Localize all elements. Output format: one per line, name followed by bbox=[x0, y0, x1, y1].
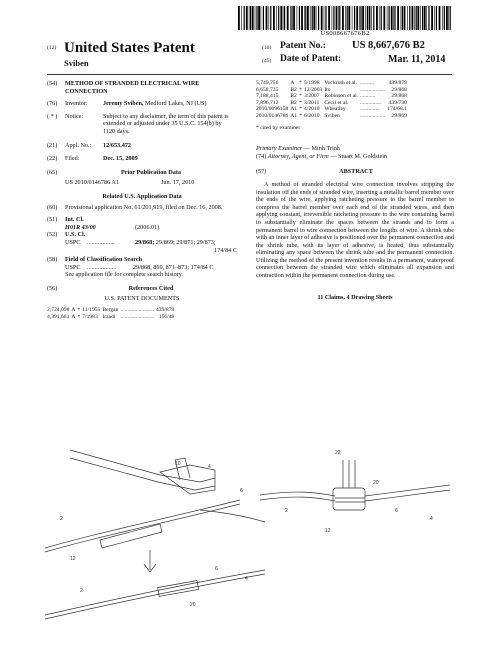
search-dots: ................... bbox=[87, 263, 117, 271]
barcode-bar bbox=[417, 6, 419, 30]
prior-pub-title: Prior Publication Data bbox=[120, 168, 182, 176]
invention-title: METHOD OF STRANDED ELECTRICAL WIRE CONNECTION bbox=[65, 80, 200, 95]
appl-field bbox=[47, 142, 237, 150]
barcode-bar bbox=[434, 6, 435, 30]
right-ref-cell: 2010/0146786 bbox=[256, 112, 289, 119]
wire-main bbox=[45, 500, 240, 548]
barcode-bar bbox=[255, 6, 256, 30]
right-ref-cell: * bbox=[299, 93, 302, 100]
barcode-bar bbox=[439, 6, 441, 30]
barcode-bar bbox=[356, 6, 358, 30]
attorney-name: — Stuart M. Goldstein bbox=[330, 152, 388, 160]
inventor-label: Inventor: bbox=[65, 100, 88, 108]
search-values: 29/868, 869, 871–873; 174/84 C bbox=[133, 263, 214, 271]
code-12: (12) bbox=[47, 45, 57, 51]
barcode-bar bbox=[312, 6, 313, 30]
right-ref-cell: 3/2011 bbox=[303, 99, 320, 106]
search-note-row bbox=[47, 271, 237, 279]
reference-numeral: 6 bbox=[395, 508, 398, 514]
examiner-label: Primary Examiner bbox=[256, 145, 303, 153]
reference-numeral: 2 bbox=[60, 516, 63, 522]
right-ref-cell: 29/868 bbox=[391, 93, 407, 100]
code-76: (76) bbox=[47, 100, 58, 108]
barcode-bar bbox=[304, 6, 305, 30]
barcode-bar bbox=[276, 6, 277, 30]
barcode-bar bbox=[376, 6, 378, 30]
uscl-field bbox=[47, 231, 237, 239]
inventor-name: Jeremy Sviben, bbox=[103, 100, 144, 108]
shrink-tube bbox=[100, 524, 162, 548]
reference-numeral: 10 bbox=[175, 461, 181, 467]
inventor-location: Medford Lakes, NJ (US) bbox=[145, 100, 207, 108]
barcode-bar bbox=[316, 6, 317, 30]
drawing-figure-left bbox=[40, 420, 270, 640]
uscl-dots: .................. bbox=[87, 238, 115, 246]
filed-label: Filed: bbox=[65, 155, 80, 163]
right-ref-cell: ............... bbox=[360, 99, 382, 106]
left-refs-table bbox=[47, 307, 176, 320]
barcode-bar bbox=[352, 6, 353, 30]
intcl-class: H01R 43/00 bbox=[65, 223, 96, 231]
barcode-bar bbox=[436, 6, 437, 30]
search-field bbox=[47, 256, 237, 264]
barcode-bar bbox=[371, 6, 372, 30]
barcode-bar bbox=[424, 6, 426, 30]
attorney-line bbox=[256, 153, 454, 161]
provisional-field bbox=[47, 204, 237, 212]
barcode-bar bbox=[379, 6, 380, 30]
barcode-number: US008667676B2 bbox=[320, 30, 370, 37]
header-rule bbox=[47, 74, 452, 75]
figure-left-labels bbox=[60, 461, 248, 608]
left-ref-cell: Irzadi bbox=[102, 313, 116, 320]
barcode-bar bbox=[246, 6, 248, 30]
uscl-uspc: USPC bbox=[65, 238, 81, 246]
code-notice: ( * ) bbox=[47, 112, 58, 120]
provisional-text: Provisional application No. 61/201,919, filed on Dec. 16, 2008. bbox=[65, 203, 223, 211]
shrink-tube-right bbox=[333, 488, 365, 510]
barcode-bar bbox=[307, 6, 309, 30]
left-ref-cell: * bbox=[77, 313, 81, 320]
code-21: (21) bbox=[47, 141, 58, 149]
refs-field bbox=[47, 285, 237, 293]
barcode-bar bbox=[244, 6, 245, 30]
code-65: (65) bbox=[47, 168, 58, 176]
right-ref-cell: 7,896,712 bbox=[256, 99, 279, 106]
barcode-bar bbox=[284, 6, 285, 30]
right-ref-cell: 29/868 bbox=[391, 86, 407, 93]
barcode-bar bbox=[280, 6, 282, 30]
appl-label: Appl. No.: bbox=[65, 141, 92, 149]
right-ref-cell: B2 bbox=[290, 99, 297, 106]
barcode-bar bbox=[401, 6, 402, 30]
related-title: Related U.S. Application Data bbox=[102, 192, 182, 200]
code-54: (54) bbox=[47, 80, 58, 87]
right-ref-row bbox=[256, 93, 409, 100]
inventor-short: Sviben bbox=[64, 58, 89, 68]
barcode-bar bbox=[420, 6, 421, 30]
prior-pub-date: Jun. 17, 2010 bbox=[161, 179, 195, 187]
refs-subtitle: U.S. PATENT DOCUMENTS bbox=[104, 295, 180, 303]
barcode-bar bbox=[256, 6, 257, 30]
right-ref-row bbox=[256, 80, 409, 87]
barcode-bar bbox=[407, 6, 408, 30]
code-56: (56) bbox=[47, 284, 58, 292]
right-ref-cell: 6,658,735 bbox=[256, 86, 279, 93]
reference-numeral: 2 bbox=[285, 508, 288, 514]
right-ref-cell: 4/2010 bbox=[303, 106, 320, 113]
notice-label: Notice: bbox=[65, 112, 84, 120]
right-ref-cell: 7,188,415 bbox=[256, 93, 279, 100]
uscl-primary: 29/868; bbox=[135, 238, 155, 246]
barcode-bar bbox=[338, 6, 339, 30]
right-ref-cell: 174/68.1 bbox=[387, 106, 407, 113]
drawing-figure-right bbox=[255, 440, 455, 560]
barcode-bar bbox=[428, 6, 429, 30]
left-ref-row bbox=[47, 307, 176, 314]
right-ref-cell: .......... bbox=[360, 80, 375, 86]
notice-text: Subject to any disclaimer, the term of this patent is extended or adjusted under 35 U.S.C. 154(b) by 1120 days. bbox=[103, 112, 229, 135]
right-ref-cell: * bbox=[299, 99, 302, 106]
left-ref-cell: A bbox=[71, 313, 76, 320]
barcode-bar bbox=[412, 6, 414, 30]
reference-numeral: 4 bbox=[245, 576, 248, 582]
barcode-bar bbox=[431, 6, 433, 30]
right-ref-cell: * bbox=[299, 86, 302, 93]
right-ref-cell: .................. bbox=[360, 86, 386, 93]
reference-numeral: 20 bbox=[190, 602, 196, 608]
prior-pub-field bbox=[47, 169, 237, 177]
right-ref-cell: 439/730 bbox=[388, 99, 407, 106]
right-ref-cell: A bbox=[290, 80, 295, 86]
barcode-bar bbox=[373, 6, 374, 30]
barcode-bar bbox=[299, 6, 300, 30]
barcode-bar bbox=[252, 6, 254, 30]
right-column bbox=[256, 80, 454, 301]
barcode-bar bbox=[394, 6, 395, 30]
claims-summary: 11 Claims, 4 Drawing Sheets bbox=[317, 293, 393, 301]
barcode-bar bbox=[321, 6, 323, 30]
left-column bbox=[47, 80, 237, 320]
reference-numeral: 20 bbox=[373, 480, 379, 486]
uscl-values: 29/869; 29/871; 29/873; bbox=[155, 238, 216, 246]
strands bbox=[335, 498, 365, 502]
barcode-bar bbox=[402, 6, 403, 30]
code-51: (51) bbox=[47, 216, 58, 224]
right-ref-cell: Sviben bbox=[324, 112, 340, 119]
barcode-bar bbox=[332, 6, 333, 30]
barcode-bar bbox=[336, 6, 338, 30]
reference-numeral: 12 bbox=[70, 556, 76, 562]
heat-gun-nozzle bbox=[343, 460, 355, 488]
barcode bbox=[238, 6, 452, 30]
barcode-bar bbox=[324, 6, 325, 30]
right-ref-cell: ........... bbox=[360, 93, 376, 100]
barcode-bar bbox=[258, 6, 260, 30]
left-ref-cell: A bbox=[71, 307, 76, 314]
barcode-bar bbox=[342, 6, 344, 30]
barcode-bar bbox=[266, 6, 268, 30]
barcode-bar bbox=[273, 6, 275, 30]
abstract-heading bbox=[256, 168, 454, 176]
barcode-bar bbox=[416, 6, 417, 30]
barcode-bar bbox=[238, 6, 240, 30]
notice-field bbox=[47, 113, 237, 136]
barcode-bar bbox=[290, 6, 291, 30]
right-ref-row bbox=[256, 100, 409, 107]
barcode-bar bbox=[269, 6, 270, 30]
right-ref-cell: Wheatley bbox=[324, 106, 346, 113]
barcode-bar bbox=[381, 6, 382, 30]
right-ref-cell: 5,749,756 bbox=[256, 80, 279, 86]
abstract-text: A method of stranded electrical wire connection involves stripping the insulation off the ends of stranded wire, inserting a metallic barrel member over the ends of the wire, applying ratcheting pressure to the barrel member to compress the barrel member over each end of the stranded wires, and then applying constant, irreversible ratcheting pressure to the wire containing barrel to substantially eliminate the spaces between the strands and to form a permanent barrel to wire connection between the lengths of wire. A shrink tube with an inner layer of adhesive is positioned over the permanent connection and the shrink tube, with its layer of adhesive, is heated, thus substantially eliminating any space between the shrink tube and the permanent connection. Utilizing the method of the present invention results in a permanent, waterproof connection between the stranded wire which eliminates all expansion and contraction within the permanent connection during use. bbox=[256, 180, 454, 280]
barcode-bar bbox=[278, 6, 279, 30]
crimp-tool-handle-lower bbox=[70, 458, 215, 490]
refs-title: References Cited bbox=[128, 284, 174, 292]
left-ref-cell: 156/49 bbox=[158, 313, 175, 320]
barcode-bar bbox=[250, 6, 251, 30]
right-ref-cell: B2 bbox=[290, 93, 297, 100]
cited-note: * cited by examiner bbox=[256, 124, 301, 131]
uscl-values-2: 174/84 C bbox=[214, 246, 237, 254]
patent-no: US 8,667,676 B2 bbox=[352, 40, 425, 51]
barcode-bar bbox=[313, 6, 315, 30]
reference-numeral: 2 bbox=[80, 588, 83, 594]
reference-numeral: 4 bbox=[208, 464, 211, 470]
barcode-bar bbox=[310, 6, 311, 30]
code-57: (57) bbox=[256, 168, 267, 176]
barcode-bar bbox=[360, 6, 361, 30]
code-60: (60) bbox=[47, 203, 58, 211]
intcl-date: (2006.01) bbox=[135, 223, 160, 231]
barcode-bar bbox=[283, 6, 284, 30]
barcode-bar bbox=[325, 6, 326, 30]
code-45: (45) bbox=[262, 58, 272, 64]
left-ref-cell: ........................ bbox=[120, 313, 154, 320]
wire-right-end bbox=[365, 485, 450, 496]
intcl-row bbox=[47, 224, 237, 232]
left-ref-cell: Bergan bbox=[102, 307, 119, 314]
barcode-bar bbox=[414, 6, 415, 30]
barcode-bar bbox=[263, 6, 264, 30]
barcode-bar bbox=[270, 6, 271, 30]
right-ref-cell: B2 bbox=[290, 86, 297, 93]
barcode-bar bbox=[345, 6, 346, 30]
barcode-bar bbox=[339, 6, 340, 30]
filed-date: Dec. 15, 2009 bbox=[103, 155, 138, 163]
code-52: (52) bbox=[47, 231, 58, 239]
right-ref-cell: .............. bbox=[360, 106, 380, 113]
code-74: (74) bbox=[256, 152, 267, 160]
right-ref-row bbox=[256, 87, 409, 94]
attorney-label: Attorney, Agent, or Firm bbox=[267, 152, 329, 160]
appl-number: 12/653,472 bbox=[103, 141, 132, 149]
examiner-line bbox=[256, 145, 454, 153]
code-10: (10) bbox=[262, 45, 272, 51]
reference-numeral: 6 bbox=[240, 488, 243, 494]
reference-numeral: 12 bbox=[325, 528, 331, 534]
code-22: (22) bbox=[47, 155, 58, 163]
right-ref-cell: * bbox=[299, 106, 302, 113]
search-uspc: USPC bbox=[65, 263, 81, 271]
right-ref-row bbox=[256, 106, 409, 113]
right-ref-cell: 439/879 bbox=[388, 80, 407, 86]
right-ref-cell: 3/2007 bbox=[303, 93, 320, 100]
barcode-bar bbox=[450, 6, 451, 30]
country-title: United States Patent bbox=[64, 40, 195, 56]
code-58: (58) bbox=[47, 256, 58, 264]
barcode-bar bbox=[291, 6, 292, 30]
barcode-bar bbox=[444, 6, 445, 30]
right-ref-cell: Robinson et al. bbox=[324, 93, 359, 100]
barcode-bar bbox=[359, 6, 360, 30]
barcode-bar bbox=[393, 6, 394, 30]
right-refs-table bbox=[256, 80, 409, 120]
right-ref-cell: A1 bbox=[290, 112, 298, 119]
barcode-bar bbox=[365, 6, 366, 30]
wire-left-end bbox=[260, 492, 335, 496]
barcode-bar bbox=[389, 6, 390, 30]
barcode-bar bbox=[369, 6, 371, 30]
barcode-bar bbox=[293, 6, 295, 30]
barcode-bar bbox=[448, 6, 449, 30]
barcode-bar bbox=[241, 6, 242, 30]
right-ref-cell: A1 bbox=[290, 106, 298, 113]
barcode-bar bbox=[297, 6, 298, 30]
prior-pub-row bbox=[47, 179, 237, 187]
barcode-bar bbox=[391, 6, 393, 30]
barcode-bar bbox=[422, 6, 423, 30]
left-ref-cell: 439/879 bbox=[155, 307, 175, 314]
date-label: Date of Patent: bbox=[280, 54, 342, 64]
right-ref-cell: 12/2003 bbox=[303, 86, 323, 93]
barcode-bar bbox=[442, 6, 443, 30]
intcl-field bbox=[47, 216, 237, 224]
left-ref-cell: 4,391,661 bbox=[47, 313, 70, 320]
right-ref-cell: 6/2010 bbox=[303, 112, 320, 119]
barcode-bar bbox=[362, 6, 364, 30]
right-ref-cell: Ito bbox=[324, 86, 331, 93]
barcode-bar bbox=[409, 6, 410, 30]
left-ref-cell: 7/1983 bbox=[82, 313, 98, 320]
inventor-field bbox=[47, 100, 237, 108]
right-ref-cell: 5/1998 bbox=[303, 80, 320, 86]
barcode-bar bbox=[387, 6, 388, 30]
barcode-bar bbox=[446, 6, 448, 30]
search-row bbox=[47, 264, 237, 272]
prior-pub-number: US 2010/0146786 A1 bbox=[65, 179, 119, 187]
search-note: See application file for complete search history. bbox=[65, 271, 183, 279]
filed-field bbox=[47, 155, 237, 163]
right-ref-cell: .................. bbox=[360, 112, 386, 119]
barcode-bar bbox=[397, 6, 399, 30]
intcl-label: Int. Cl. bbox=[65, 216, 84, 224]
right-ref-cell: Vockroth et al. bbox=[324, 80, 357, 86]
barcode-bar bbox=[249, 6, 250, 30]
abstract-title: ABSTRACT bbox=[339, 168, 373, 176]
right-ref-row bbox=[256, 113, 409, 120]
wire-lower bbox=[45, 570, 265, 615]
right-ref-cell: * bbox=[299, 80, 302, 86]
barrel-connector bbox=[158, 581, 199, 597]
reference-numeral: 22 bbox=[335, 450, 341, 456]
patent-date: Mar. 11, 2014 bbox=[388, 54, 446, 65]
barcode-bar bbox=[426, 6, 427, 30]
right-ref-cell: 2010/0096158 bbox=[256, 106, 289, 113]
left-ref-cell: ........................ bbox=[120, 307, 154, 314]
uscl-label: U.S. Cl. bbox=[65, 231, 86, 239]
barcode-bar bbox=[347, 6, 348, 30]
barcode-bar bbox=[287, 6, 289, 30]
title-field bbox=[47, 80, 237, 95]
barcode-bar bbox=[333, 6, 334, 30]
patent-no-label: Patent No.: bbox=[280, 41, 326, 51]
left-ref-row bbox=[47, 314, 176, 321]
barcode-bar bbox=[305, 6, 306, 30]
reference-numeral: 4 bbox=[430, 516, 433, 522]
right-ref-cell: 29/869 bbox=[391, 112, 407, 119]
left-ref-cell: * bbox=[77, 307, 81, 314]
uscl-row bbox=[47, 239, 237, 247]
left-ref-cell: 2,724,098 bbox=[47, 307, 70, 314]
left-ref-cell: 11/1955 bbox=[82, 307, 101, 314]
right-ref-cell: * bbox=[299, 112, 302, 119]
examiner-name: — Minh Trinh bbox=[303, 145, 340, 153]
right-ref-cell: Cecil et al. bbox=[324, 99, 349, 106]
barcode-bar bbox=[301, 6, 303, 30]
reference-numeral: 6 bbox=[215, 566, 218, 572]
barcode-bar bbox=[318, 6, 319, 30]
arrow-down-icon bbox=[144, 550, 156, 572]
search-label: Field of Classification Search bbox=[65, 256, 143, 264]
barcode-bar bbox=[261, 6, 262, 30]
barcode-bar bbox=[367, 6, 368, 30]
barcode-bar bbox=[328, 6, 330, 30]
barcode-bar bbox=[404, 6, 406, 30]
barcode-bar bbox=[354, 6, 355, 30]
barcode-bar bbox=[348, 6, 350, 30]
barcode-bar bbox=[383, 6, 385, 30]
